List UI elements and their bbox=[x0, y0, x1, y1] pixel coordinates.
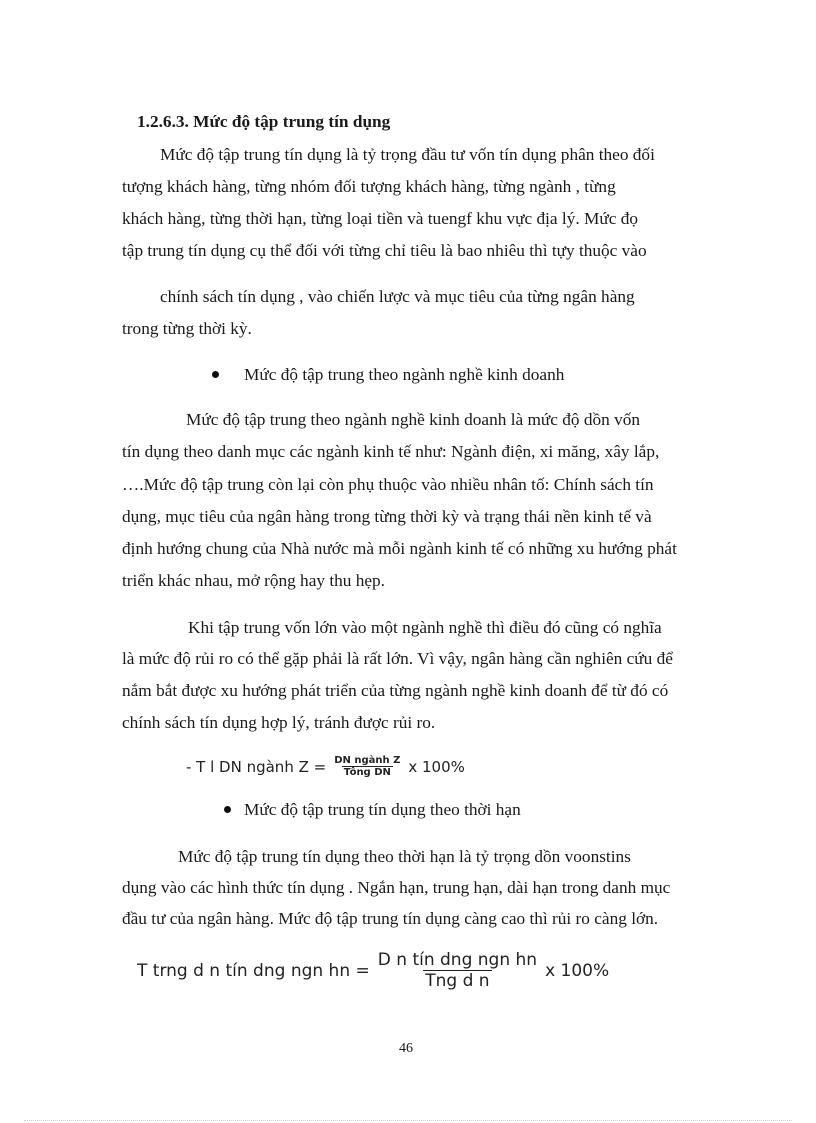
formula-fraction bbox=[376, 950, 539, 991]
paragraph-line: ….Mức độ tập trung còn lại còn phụ thuộc vào nhiều nhân tố: Chính sách tín bbox=[122, 475, 654, 494]
paragraph-line: dụng, mục tiêu của ngân hàng trong từng thời kỳ và trạng thái nền kinh tế và bbox=[122, 507, 652, 526]
formula-term-ratio bbox=[137, 950, 609, 991]
formula-lhs: T trng d n tín dng ngn hn = bbox=[137, 960, 370, 981]
paragraph-line: nắm bắt được xu hướng phát triển của từng ngành nghề kinh doanh để từ đó có bbox=[122, 681, 669, 700]
paragraph-line: dụng vào các hình thức tín dụng . Ngắn hạn, trung hạn, dài hạn trong danh mục bbox=[122, 878, 671, 897]
paragraph-line: triển khác nhau, mở rộng hay thu hẹp. bbox=[122, 571, 386, 590]
paragraph-line: định hướng chung của Nhà nước mà mỗi ngành kinh tế có những xu hướng phát bbox=[122, 539, 677, 558]
formula-denominator: Tng d n bbox=[425, 971, 490, 991]
section-heading: 1.2.6.3. Mức độ tập trung tín dụng bbox=[137, 112, 391, 131]
paragraph-line: tập trung tín dụng cụ thể đối với từng chỉ tiêu là bao nhiêu thì tựy thuộc vào bbox=[122, 241, 647, 260]
formula-rhs: x 100% bbox=[545, 960, 610, 981]
bullet-icon bbox=[212, 371, 219, 378]
paragraph-line: trong từng thời kỳ. bbox=[122, 319, 252, 338]
bullet-icon bbox=[224, 806, 231, 813]
paragraph-line: Mức độ tập trung tín dụng theo thời hạn là tỷ trọng dồn voonstins bbox=[178, 847, 631, 866]
paragraph-line: tượng khách hàng, từng nhóm đối tượng khách hàng, từng ngành , từng bbox=[122, 177, 616, 196]
formula-fraction bbox=[332, 755, 402, 778]
paragraph-line: khách hàng, từng thời hạn, từng loại tiền và tuengf khu vực địa lý. Mức đọ bbox=[122, 209, 638, 228]
paragraph-line: là mức độ rủi ro có thể gặp phải là rất lớn. Vì vậy, ngân hàng cần nghiên cứu để bbox=[122, 649, 673, 668]
formula-lhs: - T l DN ngành Z = bbox=[186, 757, 327, 776]
formula-numerator: DN ngành Z bbox=[334, 755, 401, 766]
paragraph-line: Khi tập trung vốn lớn vào một ngành nghề thì điều đó cũng có nghĩa bbox=[188, 618, 662, 637]
formula-numerator: D n tín dng ngn hn bbox=[377, 950, 538, 970]
paragraph-line: Mức độ tập trung theo ngành nghề kinh doanh là mức độ dồn vốn bbox=[186, 410, 641, 429]
formula-industry-ratio bbox=[186, 755, 465, 778]
paragraph-line: chính sách tín dụng , vào chiến lược và mục tiêu của từng ngân hàng bbox=[160, 287, 635, 306]
bullet-item: Mức độ tập trung tín dụng theo thời hạn bbox=[244, 800, 521, 819]
page-bottom-divider bbox=[24, 1120, 792, 1121]
paragraph-line: Mức độ tập trung tín dụng là tỷ trọng đầu tư vốn tín dụng phân theo đối bbox=[160, 145, 655, 164]
page-number: 46 bbox=[399, 1041, 413, 1056]
paragraph-line: đầu tư của ngân hàng. Mức độ tập trung tín dụng càng cao thì rủi ro càng lớn. bbox=[122, 909, 659, 928]
formula-rhs: x 100% bbox=[408, 757, 465, 776]
paragraph-line: tín dụng theo danh mục các ngành kinh tế như: Ngành điện, xi măng, xây lắp, bbox=[122, 442, 660, 461]
formula-denominator: Tông DN bbox=[343, 767, 391, 778]
bullet-item: Mức độ tập trung theo ngành nghề kinh doanh bbox=[244, 365, 565, 384]
paragraph-line: chính sách tín dụng hợp lý, tránh được rủi ro. bbox=[122, 713, 436, 732]
